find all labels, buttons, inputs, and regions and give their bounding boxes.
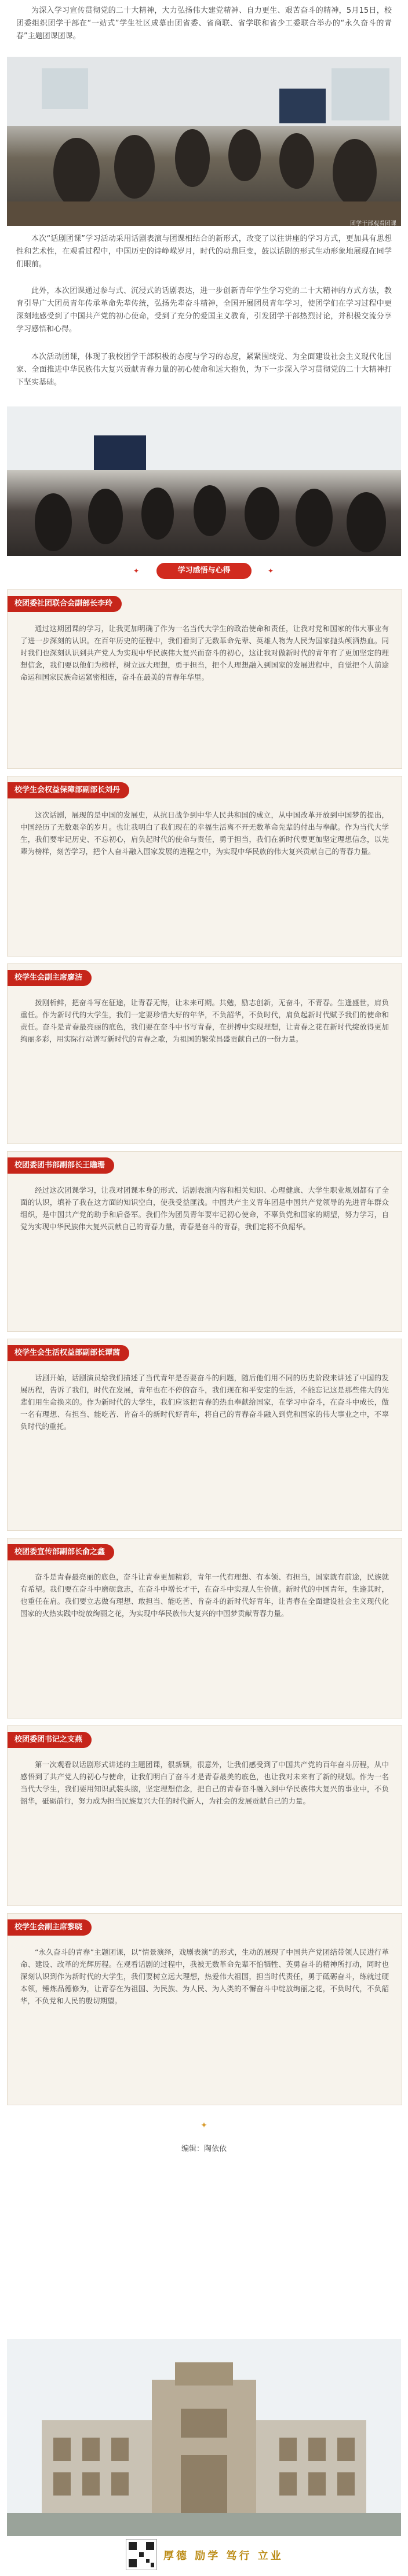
card-text: 通过这期团课的学习，让我更加明确了作为一名当代大学生的政治使命和责任，让我对党和国家的伟大事业有了进一步深刻的认识。在百年历史的征程中，我们看到了无数革命先辈、英雄人物为人民为国家抛头颅洒热血。同时我们也深刻认识到共产党人为实现中华民族伟大复兴而奋斗的初心，这让我对做新时代的青年有了更加坚定的理想信念，我们要以他们为榜样，树立远大理想，勇于担当，把个人理想融入到国家的发展进程中，自觉把个人前途命运和国家民族命运紧密相连，奋斗在最美的青春年华里。 bbox=[20, 624, 389, 681]
card-text: 话剧开始，话剧演员给我们描述了当代青年是否要奋斗的问题，随后他们用不同的历史阶段来讲述了中国的发展历程，告诉了我们，时代在发展，青年也在不停的奋斗，我们现在和平安定的生活，不能忘记这是那些伟大的先辈们用生命换来的。作为新时代的大学生，我们应该把青春的热血奉献给国家，在学习中奋斗，在奋斗中成长，做一名有理想、有担当、能吃苦、肯奋斗的新时代好青年，将自己的青春奋斗融入到党和国家的伟大事业之中，不辜负时代的重托。 bbox=[20, 1373, 389, 1431]
section-star-right: ✦ bbox=[268, 567, 274, 575]
section-star-left: ✦ bbox=[133, 567, 140, 575]
reflection-card-3 bbox=[7, 963, 402, 1144]
card-text: 拨刚析鲜，把奋斗写在征途，让青春无悔，让未来可期。共勉，励志创新，无奋斗，不青春。生逢盛世，肩负重任。作为新时代的大学生，我们一定要珍惜大好的年华，不负韶华，不负时代，肩负起新时代赋予我们的使命和责任。奋斗是青春最亮丽的底色，我们要在奋斗中书写青春，在拼搏中实现理想，让青春之花在新时代绽放得更加绚丽多彩，用实际行动谱写新时代的青春之歌，为祖国的繁荣昌盛贡献自己的一份力量。 bbox=[20, 998, 389, 1043]
card-title: 校学生会副主席廖洁 bbox=[8, 970, 92, 986]
card-title: 校团委社团联合会副部长李玲 bbox=[8, 596, 122, 612]
intro-paragraph-3: 此外，本次团课通过参与式、沉浸式的话剧表达，进一步创新青年学生学习党的二十大精神的方式方法，教育引导广大团员青年传承革命先辈传统，弘扬先辈奋斗精神，全国开展团员青年学习，使团学们在学习过程中更深刻地感受到了中国共产党的初心使命，受到了充分的爱国主义教育，引发团学干部热烈讨论，并积极交流分享学习感悟和心得。 bbox=[16, 287, 392, 334]
card-text: 经过这次团课学习，让我对团课本身的形式、话剧表演内容和相关知识、心理健康、大学生职业规划都有了全面的认识，填补了我在这方面的知识空白，使我受益匪浅。中国共产主义青年团是中国共产党领导的先进青年群众组织，是中国共产党的助手和后备军。我们作为团员青年要牢记初心使命，不辜负党和国家的期望，努力学习，自觉为实现中华民族伟大复兴贡献自己的青春力量，青春是奋斗的青春，我们定将不负韶华。 bbox=[20, 1186, 389, 1231]
school-motto: 厚德 励学 笃行 立业 bbox=[163, 2550, 283, 2562]
section-banner: 学习感悟与心得 bbox=[156, 563, 252, 579]
reflection-card-1 bbox=[7, 589, 402, 769]
photo1-caption: 团学干部观看团课 bbox=[350, 221, 396, 227]
photo-scene bbox=[7, 57, 401, 226]
intro-paragraph-1: 为深入学习宣传贯彻党的二十大精神，大力弘扬伟大建党精神、自力更生、艰苦奋斗的精神，5月15日，校团委组织团学干部在“一站式”学生社区成慕由团省委、省商联、省学联和省少工委联合举办的“永久奋斗的青春”主题团课团课。 bbox=[16, 6, 392, 41]
reflection-card-5 bbox=[7, 1339, 402, 1531]
card-text: 这次话剧，展现的是中国的发展史，从抗日战争到中华人民共和国的成立，从中国改革开放到中国梦的提出，中国经历了无数艰辛的岁月。也让我明白了我们现在的幸福生活离不开无数革命先辈的付出与奉献。作为当代大学生，我们要牢记历史、不忘初心，肩负起时代的使命与责任，勇于担当，我们在新时代要更加坚定理想信念，以先辈为榜样，刻苦学习，把个人奋斗融入国家发展的进程之中，为实现中华民族的伟大复兴贡献自己的青春力量。 bbox=[20, 811, 389, 856]
photo-lecture-room-2 bbox=[7, 406, 401, 556]
reflection-card-6 bbox=[7, 1538, 402, 1718]
card-title: 校团委宣传部副部长俞之鑫 bbox=[8, 1544, 114, 1560]
intro-paragraph-4: 本次活动团课，体现了我校团学干部积极的态度与学习的态度，紧紧围绕党、为全面建设社会主义现代化国家、全面推进中华民族伟大复兴贡献青春力量的初心使命和远大抱负，为下一步深入学习贯彻党的二十大精神打下坚实基础。 bbox=[16, 353, 392, 387]
qr-code-icon bbox=[126, 2540, 156, 2570]
photo-lecture-room-1 bbox=[7, 57, 401, 226]
editor-credit: 编辑：陶依依 bbox=[181, 2145, 227, 2153]
reflection-card-7 bbox=[7, 1725, 402, 1906]
card-text: 奋斗是青春最亮丽的底色，奋斗让青春更加精彩，青年一代有理想、有本领、有担当，国家就有前途，民族就有希望。我们要在奋斗中磨砺意志，在奋斗中增长才干，在奋斗中实现人生价值。新时代的中国青年，生逢其时，也重任在肩。我们要立志做有理想、敢担当、能吃苦、肯奋斗的新时代好青年，让青春在全面建设社会主义现代化国家的火热实践中绽放绚丽之花，为实现中华民族伟大复兴的中国梦贡献青春力量。 bbox=[20, 1573, 389, 1618]
card-title: 校学生会副主席黎晓 bbox=[8, 1919, 92, 1936]
qr-code bbox=[126, 2539, 157, 2570]
campus-building-illustration bbox=[7, 2339, 401, 2536]
card-title: 校学生会权益保障部副部长刘丹 bbox=[8, 782, 129, 798]
footer-banner bbox=[7, 2339, 401, 2571]
reflection-card-2 bbox=[7, 776, 402, 957]
card-text: 第一次观看以话剧形式讲述的主题团课，很新颖，很意外，让我们感受到了中国共产党的百年奋斗历程，从中感悟到了共产党人的初心与使命，让我们明白了奋斗才是青春最美的底色，也让我对未来有了新的规划。作为一名当代大学生，我们要用知识武装头脑，坚定理想信念，把自己的青春奋斗融入到中华民族伟大复兴的事业中，不负韶华，砥砺前行，努力成为担当民族复兴大任的时代新人，为社会的发展贡献自己的力量。 bbox=[20, 1760, 389, 1805]
card-title: 校团委团书记之支燕 bbox=[8, 1732, 92, 1748]
photo-scene-2 bbox=[7, 406, 401, 556]
decorative-star-icon: ✦ bbox=[201, 2121, 207, 2130]
intro-paragraph-2: 本次“话剧团课”学习活动采用话剧表演与团课相结合的新形式，改变了以往讲座的学习方式，更加具有思想性和艺术性，在观看过程中，中国历史的诗峥嵘岁月，时代的动鼎巨变，鼓以话剧的形式生动形象地展现在同学们眼前。 bbox=[16, 234, 392, 269]
card-title: 校学生会生活权益部副部长谭茜 bbox=[8, 1345, 129, 1361]
reflection-card-4 bbox=[7, 1151, 402, 1332]
card-text: “永久奋斗的青春”主题团课，以“情景演绎，戏剧表演”的形式，生动的展现了中国共产党团结带领人民进行革命、建设、改革的光辉历程。在观看话剧的过程中，我被无数革命先辈不怕牺牲、英勇奋斗的精神所打动，同时也深刻认识到作为新时代的大学生，我们要树立远大理想，热爱伟大祖国，担当时代责任，勇于砥砺奋斗，练就过硬本领，锤炼品德修为，让青春在为祖国、为民族、为人民、为人类的不懈奋斗中绽放绚丽之花，不负时代，不负韶华，不负党和人民的殷切期望。 bbox=[20, 1948, 389, 2005]
card-title: 校团委团书部副部长王瞻珊 bbox=[8, 1157, 114, 1174]
reflection-card-8 bbox=[7, 1913, 402, 2105]
